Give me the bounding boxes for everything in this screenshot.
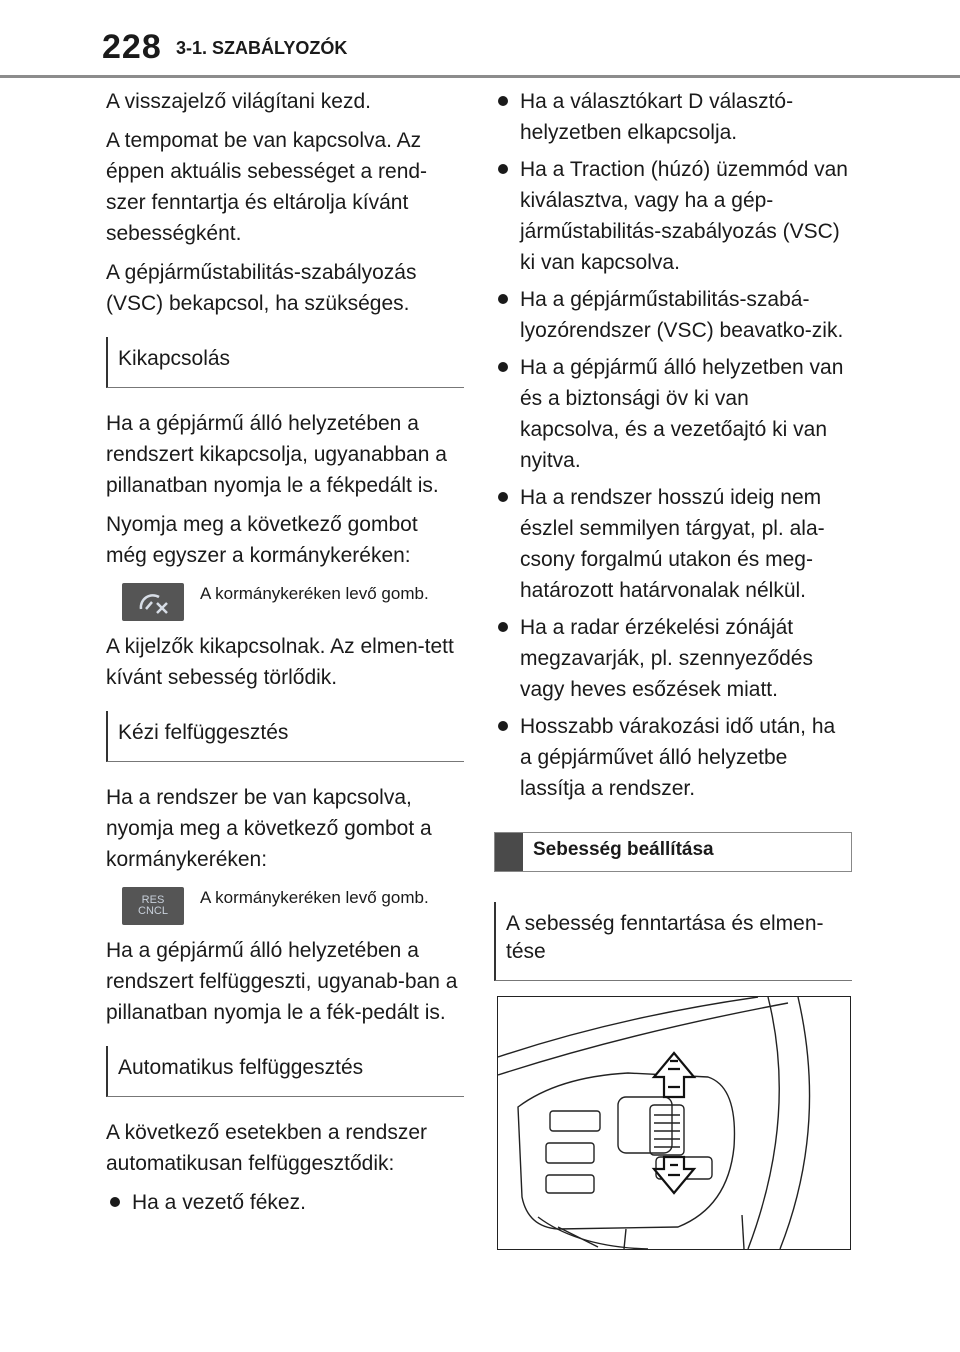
paragraph: A kijelzők kikapcsolnak. Az elmen-tett kívánt sebesség törlődik. (106, 635, 454, 689)
paragraph: Ha a rendszer be van kapcsolva, nyomja meg a következő gombot a kormánykeréken: (106, 786, 432, 871)
subheading-kikapcsolas: Kikapcsolás (106, 337, 464, 388)
paragraph: A visszajelző világítani kezd. (106, 90, 371, 113)
section-heading: Sebesség beállítása (533, 839, 714, 860)
paragraph: A gépjárműstabilitás-szabályozás (VSC) bekapcsol, ha szükséges. (106, 261, 417, 315)
paragraph: A tempomat be van kapcsolva. Az éppen aktuális sebességet a rend-szer fenntartja és eltárolja kívánt sebességként. (106, 129, 428, 245)
button-reference-row (122, 883, 464, 925)
subheading-automatikus-felfuggesztes: Automatikus felfüggesztés (106, 1046, 464, 1097)
header-divider (0, 75, 960, 78)
list-item: Ha a Traction (húzó) üzemmód van kiválasztva, vagy ha a gép-járműstabilitás-szabályozás (VSC) ki van kapcsolva. (494, 154, 852, 278)
cruise-cancel-button-image (122, 583, 184, 621)
res-cncl-button-image (122, 887, 184, 925)
cncl-label: CNCL (138, 905, 168, 917)
left-column (106, 86, 464, 1224)
list-item: Ha a gépjárműstabilitás-szabá-lyozórendszer (VSC) beavatko-zik. (494, 284, 852, 346)
section-title: 3-1. SZABÁLYOZÓK (176, 38, 348, 58)
paragraph: A következő esetekben a rendszer automatikusan felfüggesztődik: (106, 1121, 428, 1175)
list-item: Ha a radar érzékelési zónáját megzavarják, pl. szennyeződés vagy heves esőzések miatt. (494, 612, 852, 705)
paragraph: Ha a gépjármű álló helyzetében a rendszert felfüggeszti, ugyanab-ban a pillanatban nyomja le a fék-pedált is. (106, 939, 458, 1024)
paragraph: Ha a gépjármű álló helyzetében a rendszert kikapcsolja, ugyanabban a pillanatban nyomja le a fékpedált is. (106, 412, 447, 497)
page-header (0, 0, 960, 80)
steering-wheel-buttons-drawing (498, 997, 850, 1249)
list-item: Ha a rendszer hosszú ideig nem észlel semmilyen tárgyat, pl. ala-csony forgalmú utakon és meg-határozott határvonalak nélkül. (494, 482, 852, 606)
list-item: Ha a vezető fékez. (106, 1187, 464, 1218)
cruise-control-icon (133, 589, 173, 615)
list-item: Ha a választókart D választó-helyzetben elkapcsolja. (494, 86, 852, 148)
paragraph: Nyomja meg a következő gombot még egyszer a kormánykeréken: (106, 513, 418, 567)
button-caption: A kormánykeréken levő gomb. (200, 584, 429, 603)
res-label: RES (141, 894, 165, 906)
bullet-list (494, 86, 852, 804)
heading-bar (495, 833, 523, 871)
right-column (494, 86, 852, 1001)
subheading-sebesseg-fenntartasa: A sebesség fenntartása és elmen-tése (494, 902, 852, 981)
section-heading-box (494, 832, 852, 872)
steering-wheel-illustration (497, 996, 851, 1250)
button-reference-row (122, 579, 464, 621)
bullet-list (106, 1187, 464, 1218)
list-item: Hosszabb várakozási idő után, ha a gépjárművet álló helyzetbe lassítja a rendszer. (494, 711, 852, 804)
button-caption: A kormánykeréken levő gomb. (200, 888, 429, 907)
subheading-kezi-felfuggesztes: Kézi felfüggesztés (106, 711, 464, 762)
page-number: 228 (102, 28, 162, 66)
list-item: Ha a gépjármű álló helyzetben van és a biztonsági öv ki van kapcsolva, és a vezetőajtó ki van nyitva. (494, 352, 852, 476)
